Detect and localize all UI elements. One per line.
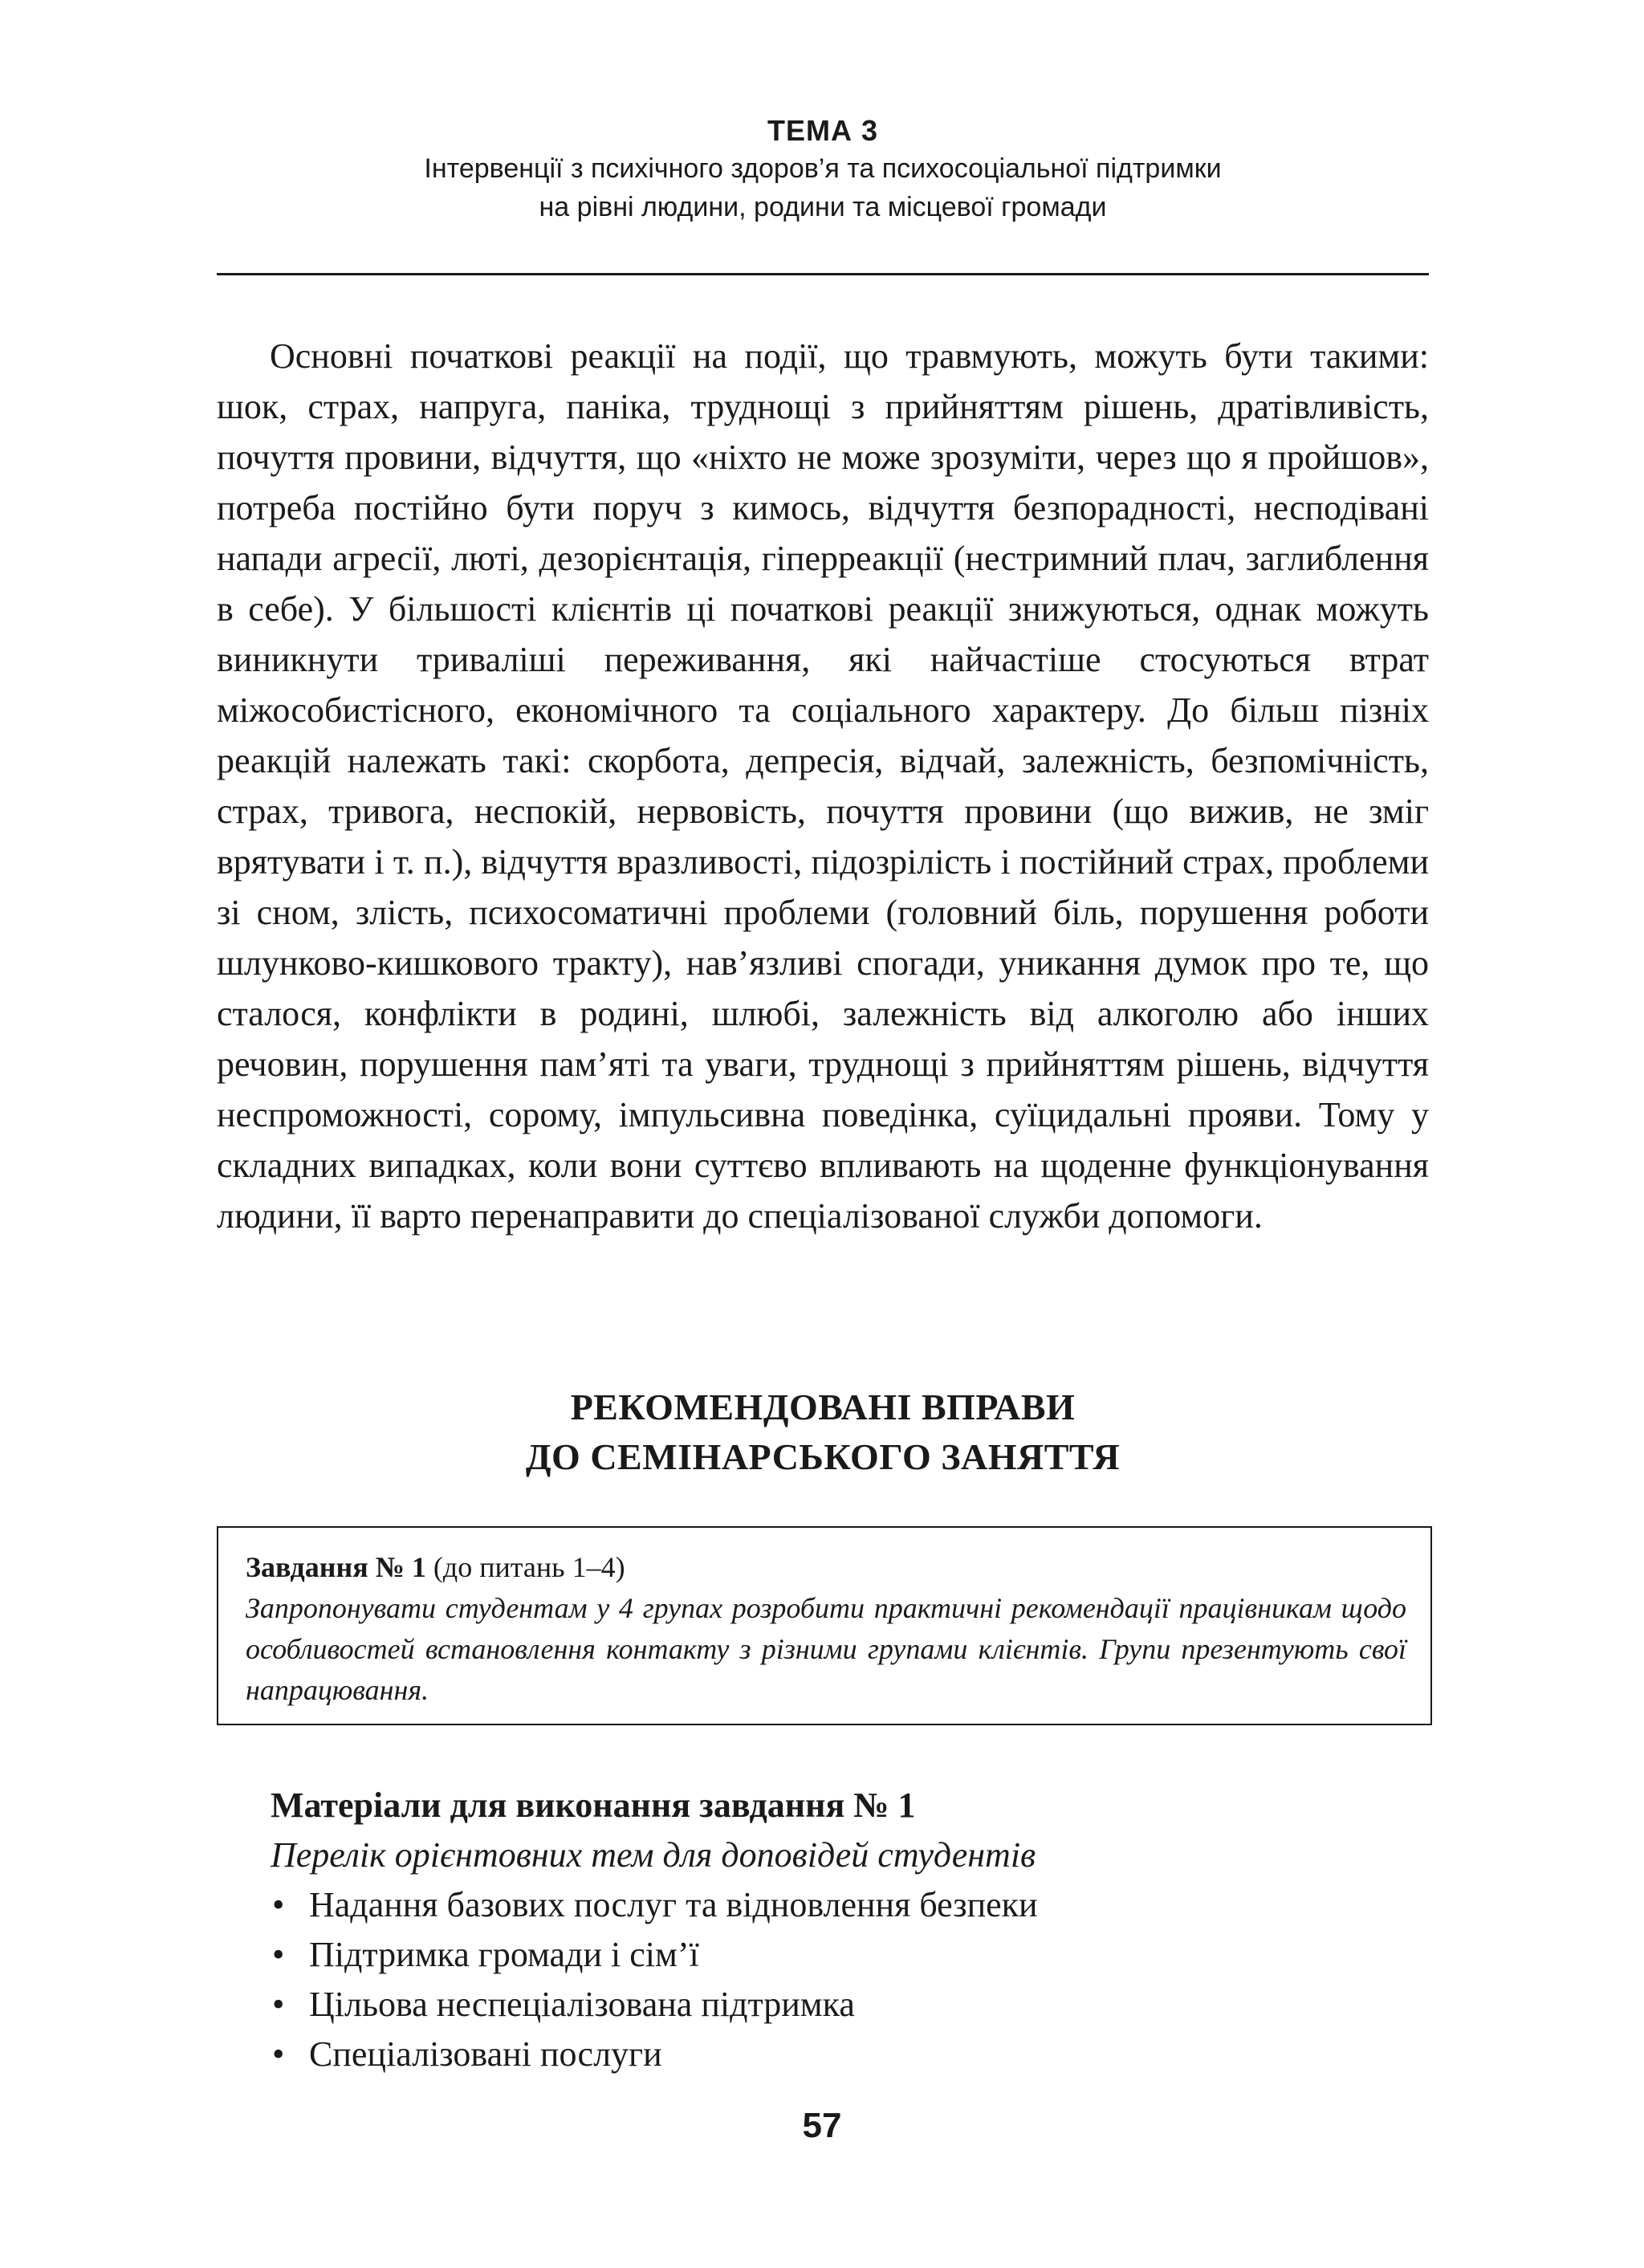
task-title <box>246 1547 1406 1588</box>
list-item <box>271 1880 1426 1930</box>
bullet-icon: • <box>272 1885 285 1924</box>
bullet-icon: • <box>272 1935 285 1974</box>
page-number: 57 <box>802 2106 842 2145</box>
materials-title: Матеріали для виконання завдання № 1 <box>271 1785 916 1825</box>
list-item-text: Спеціалізовані послуги <box>309 2034 662 2074</box>
theme-subtitle-line-1: Інтервенції з психічного здоров’я та психосоціальної підтримки <box>424 153 1222 184</box>
theme-subtitle-line-2: на рівні людини, родини та місцевої громади <box>539 192 1107 222</box>
section-heading-line-1: РЕКОМЕНДОВАНІ ВПРАВИ <box>570 1386 1076 1427</box>
materials-subtitle: Перелік орієнтовних тем для доповідей студентів <box>271 1835 1036 1875</box>
task-title-rest: (до питань 1–4) <box>425 1551 625 1583</box>
task-title-bold: Завдання № 1 <box>246 1551 426 1583</box>
list-item-text: Надання базових послуг та відновлення безпеки <box>309 1885 1038 1924</box>
theme-title: ТЕМА 3 <box>767 114 878 147</box>
bullet-icon: • <box>272 1985 285 2024</box>
task-description: Запропонувати студентам у 4 групах розробити практичні рекомендації працівникам щодо особливостей встановлення контакту з різними групами клієнтів. Групи презентують свої напрацювання. <box>246 1592 1406 1706</box>
task-box <box>217 1526 1432 1725</box>
running-header <box>217 112 1429 226</box>
section-heading <box>217 1382 1429 1482</box>
list-item <box>271 1930 1426 1980</box>
topics-list <box>271 1880 1426 2079</box>
bullet-icon: • <box>272 2034 285 2074</box>
list-item <box>271 1980 1426 2030</box>
list-item <box>271 2030 1426 2079</box>
list-item-text: Підтримка громади і сім’ї <box>309 1935 699 1974</box>
header-divider <box>217 273 1429 275</box>
list-item-text: Цільова неспеціалізована підтримка <box>309 1985 855 2024</box>
body-paragraph: Основні початкові реакції на події, що травмують, можуть бути такими: шок, страх, напруга, паніка, труднощі з прийняттям рішень, дратівливість, почуття провини, відчуття, що «ніхто не може зрозуміти, через що я пройшов», потреба постійно бути поруч з кимось, відчуття безпорадності, несподівані напади агресії, люті, дезорієнтація, гіперреакції (нестримний плач, заглиблення в себе). У більшості клієнтів ці початкові реакції знижуються, однак можуть виникнути триваліші переживання, які найчастіше стосуються втрат міжособистісного, економічного та соціального характеру. До більш пізніх реакцій належать такі: скорбота, депресія, відчай, залежність, безпомічність, страх, тривога, неспокій, нервовість, почуття провини (що вижив, не зміг врятувати і т. п.), відчуття вразливості, підозрілість і постійний страх, проблеми зі сном, злість, психосоматичні проблеми (головний біль, порушення роботи шлунково-кишкового тракту), нав’язливі спогади, уникання думок про те, що сталося, конфлікти в родині, шлюбі, залежність від алкоголю або інших речовин, порушення пам’яті та уваги, труднощі з прийняттям рішень, відчуття неспроможності, сорому, імпульсивна поведінка, суїцидальні прояви. Тому у складних випадках, коли вони суттєво впливають на щоденне функціонування людини, її варто перенаправити до спеціалізованої служби допомоги. <box>217 336 1429 1236</box>
section-heading-line-2: ДО СЕМІНАРСЬКОГО ЗАНЯТТЯ <box>525 1436 1121 1477</box>
materials-section <box>271 1781 1426 2079</box>
